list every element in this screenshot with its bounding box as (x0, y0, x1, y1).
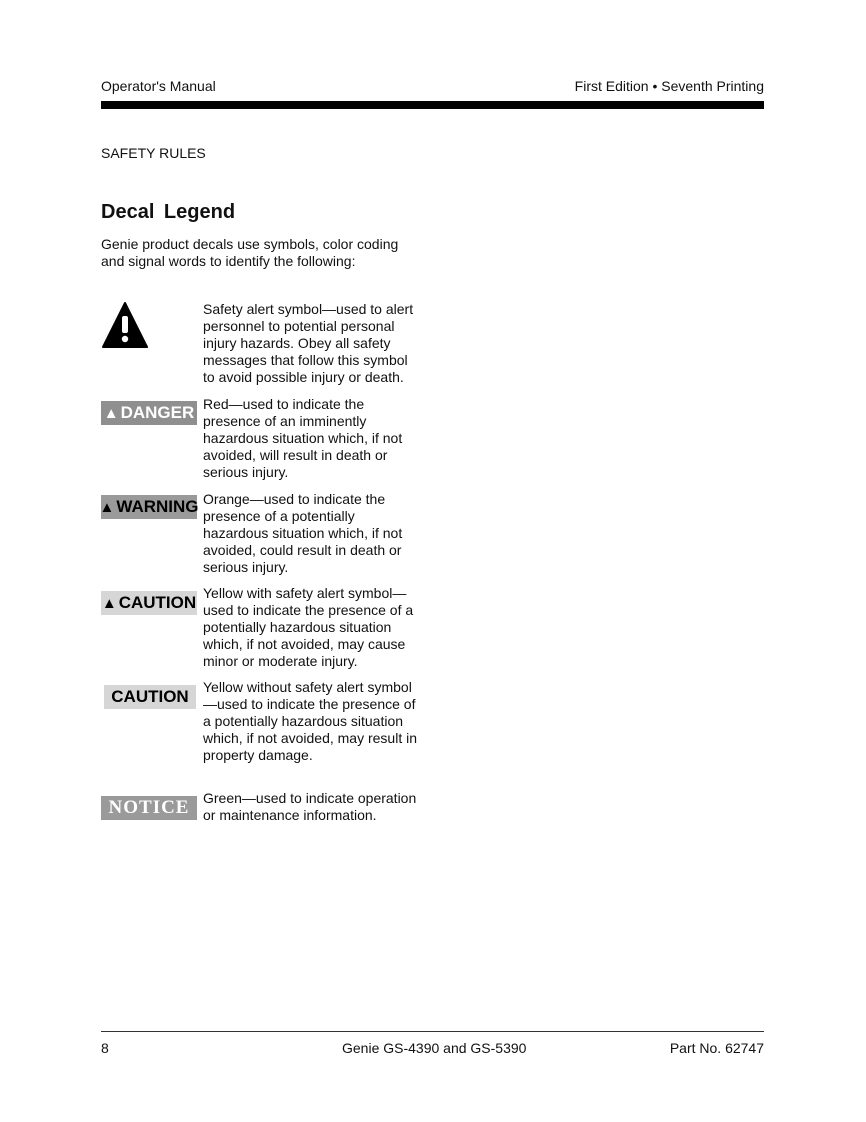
alert-triangle-icon: ▲ (101, 594, 117, 612)
footer-page-number: 8 (101, 1040, 109, 1056)
alert-triangle-icon: ▲ (99, 498, 115, 516)
legend-desc: Orange—used to indicate the presence of a potentially hazardous situation which, if not avoided, could result in death or serious injury. (203, 491, 403, 575)
alert-triangle-icon: ▲ (103, 404, 119, 422)
header-right: First Edition • Seventh Printing (574, 78, 764, 94)
footer-rule (101, 1031, 764, 1032)
legend-desc: Red—used to indicate the presence of an imminently hazardous situation which, if not avoided, will result in death or serious injury. (203, 396, 403, 480)
legend-desc: Safety alert symbol—used to alert personnel to potential personal injury hazards. Obey all safety messages that follow this symbol to avoid possible injury or death. (203, 301, 414, 385)
legend-desc: Yellow without safety alert symbol—used to indicate the presence of a potentially hazardous situation which, if not avoided, may result in property damage. (203, 679, 417, 763)
footer-part-number: Part No. 62747 (669, 1040, 764, 1056)
header-rule (101, 101, 764, 109)
legend-desc: Green—used to indicate operation or maintenance information. (203, 790, 417, 823)
warning-decal: ▲ WARNING (101, 495, 197, 519)
caution-decal: CAUTION (104, 685, 196, 709)
caution-alert-decal: ▲ CAUTION (101, 591, 197, 615)
section-label: SAFETY RULES (101, 145, 206, 161)
warning-triangle-icon (101, 301, 149, 354)
page-title: Decal Legend (101, 201, 236, 223)
legend-desc: Yellow with safety alert symbol—used to indicate the presence of a potentially hazardous situation which, if not avoided, may cause minor or moderate injury. (203, 585, 414, 669)
notice-decal: NOTICE (101, 796, 197, 820)
intro-text: Genie product decals use symbols, color coding and signal words to identify the following: (101, 236, 399, 269)
header-left: Operator's Manual (101, 78, 216, 94)
footer-model: Genie GS-4390 and GS-5390 (342, 1040, 527, 1056)
danger-decal: ▲ DANGER (101, 401, 197, 425)
